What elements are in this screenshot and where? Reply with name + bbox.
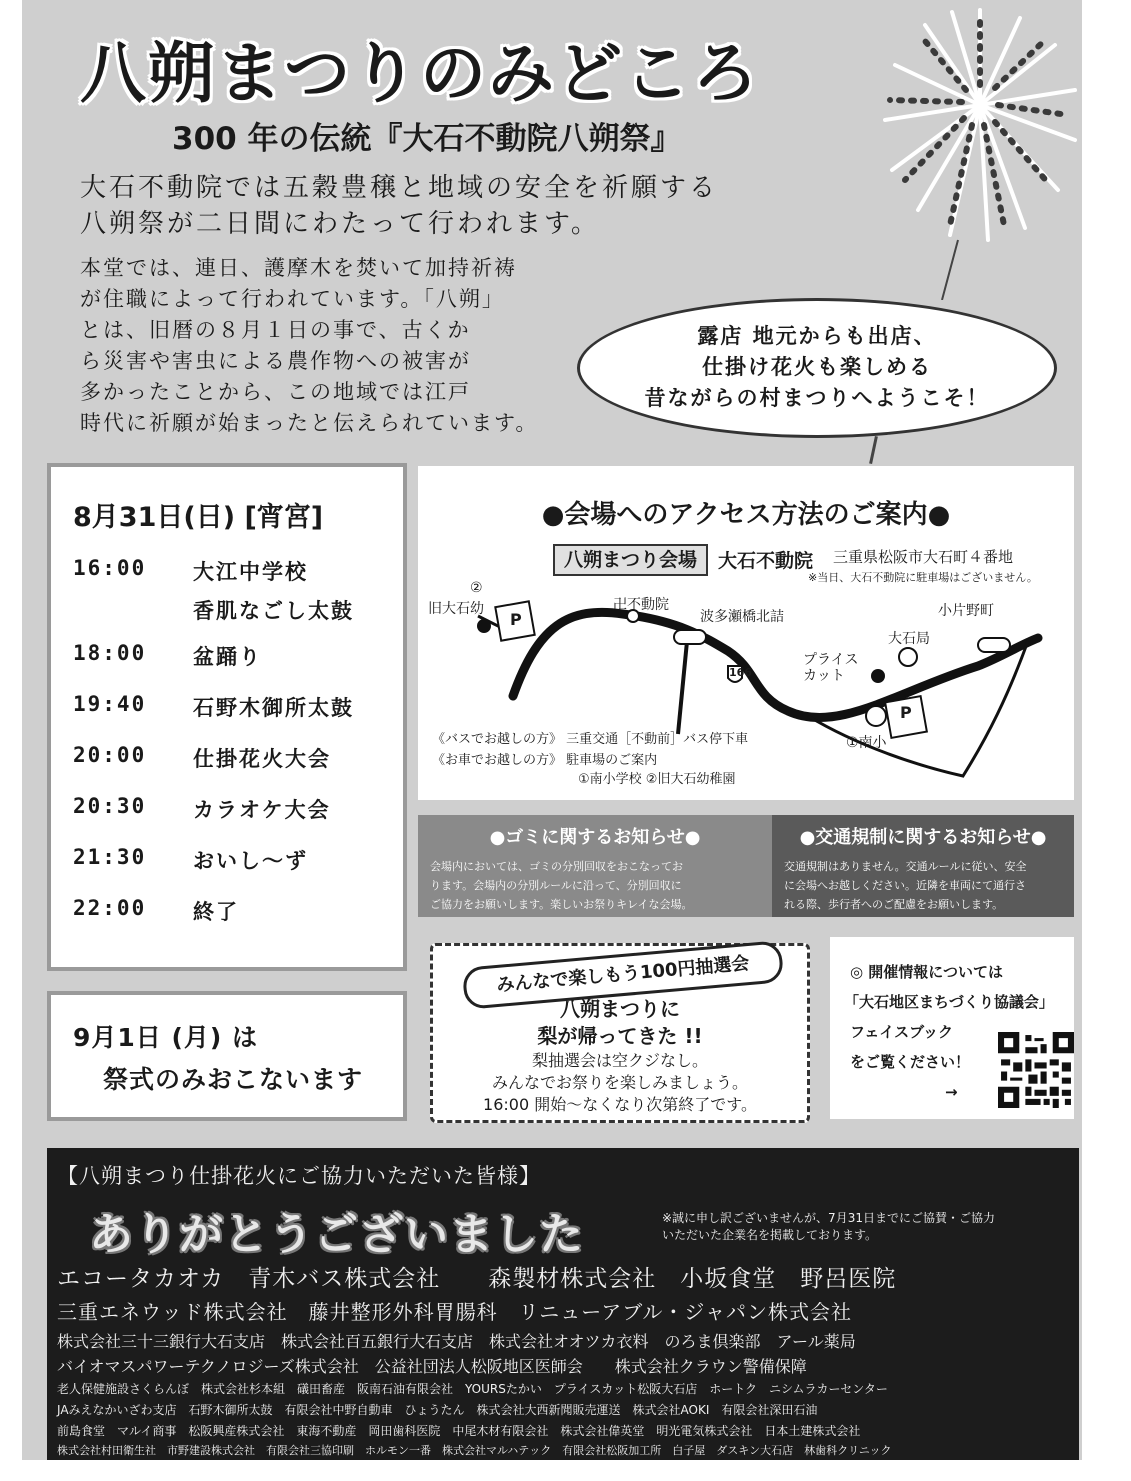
notice-line: 会場内においては、ゴミの分別回収をおこなってお [430, 860, 683, 873]
qr-code-icon[interactable] [998, 1032, 1074, 1108]
lottery-text [433, 996, 807, 1116]
schedule-time: 20:00 [73, 743, 147, 767]
history-line: 多かったことから、この地域では江戸 [80, 380, 471, 404]
lead-line: 八朔祭が二日間にわたって行われます。 [80, 209, 600, 239]
page-margin [1084, 0, 1131, 1481]
schedule-time: 22:00 [73, 896, 147, 920]
history-line: 時代に祈願が始まったと伝えられています。 [80, 411, 539, 435]
schedule-row [73, 641, 403, 671]
september-line: 9月1日 (月) は [73, 1023, 259, 1052]
bubble-line: 仕掛け花火も楽しめる [702, 355, 932, 379]
history-line: が住職によって行われています。「八朔」 [80, 287, 505, 311]
lottery-line: 八朔まつりに [560, 997, 680, 1021]
sponsor-line: 老人保健施設さくらんぼ 株式会社杉本組 礒田畜産 阪南石油有限会社 YOURSたかい プライスカット松阪大石店 ホートク ニシムラカーセンター [57, 1382, 888, 1396]
schedule-row [73, 556, 403, 625]
september-box [47, 991, 407, 1121]
sponsor-line: エコータカオカ 青木バス株式会社 森製材株式会社 小坂食堂 野呂医院 [57, 1266, 897, 1292]
store-marker [871, 669, 885, 683]
car-directions-detail: ①南小学校 ②旧大石幼稚園 [578, 772, 736, 787]
info-line: 「大石地区まちづくり協議会」 [844, 993, 1054, 1011]
bubble-line: 昔ながらの村まつりへようこそ！ [644, 386, 990, 410]
map-label: 166 [729, 666, 752, 679]
schedule-box [47, 463, 407, 971]
note-line: ※誠に申し訳ございませんが、7月31日までにご協賛・ご協力 [662, 1211, 995, 1225]
map-label: 卍不動院 [613, 597, 669, 613]
schedule-event: カラオケ大会 [193, 798, 331, 822]
september-line: 祭式のみおこないます [103, 1065, 364, 1094]
notice-line: に会場へお越しください。近隣を車両にて通行さ [784, 879, 1026, 892]
car-directions: 《お車でお越しの方》 駐車場のご案内 [432, 753, 658, 768]
info-box [830, 937, 1074, 1119]
sponsor-line: 株式会社三十三銀行大石支店 株式会社百五銀行大石支店 株式会社オオツカ衣料 のろま倶楽部 アール薬局 [57, 1332, 856, 1351]
speech-bubble [577, 298, 1057, 438]
firework-illustration [880, 0, 1080, 300]
notice-line: れる際、歩行者へのご配慮をお願いします。 [784, 898, 1004, 911]
schedule-date: 8月31日(日) [宵宮] [73, 502, 324, 533]
schedule-time: 19:40 [73, 692, 147, 716]
history-line: ら災害や害虫による農作物への被害が [80, 349, 471, 373]
map-label: ①南小 [846, 735, 887, 751]
info-line: フェイスブック [850, 1023, 954, 1041]
lottery-box [430, 943, 810, 1123]
map-label: ② [470, 580, 483, 596]
flyer-page [22, 0, 1082, 1460]
map-label: プライス カット [803, 652, 859, 684]
page-title: 八朔まつりのみどころ [80, 35, 760, 112]
main-road [513, 612, 1038, 717]
schedule-event [193, 556, 354, 625]
notice-line: ります。会場内の分別ルールに沿って、分別回収に [430, 879, 682, 892]
sponsor-line: 三重エネウッド株式会社 藤井整形外科胃腸科 リニューアブル・ジャパン株式会社 [57, 1300, 852, 1324]
venue-tag: 八朔まつり会場 [553, 544, 708, 576]
schedule-time: 18:00 [73, 641, 147, 665]
map-label: 大石局 [888, 631, 930, 647]
traffic-notice-title: ●交通規制に関するお知らせ● [799, 827, 1047, 848]
schedule-event-line: 大江中学校 [193, 560, 308, 584]
note-line: いただいた企業名を掲載しております。 [662, 1228, 878, 1242]
schedule-time: 21:30 [73, 845, 147, 869]
post-office-icon [899, 648, 917, 666]
lottery-line: 16:00 開始～なくなり次第終了です。 [483, 1095, 757, 1114]
sponsors-panel [47, 1148, 1079, 1460]
info-line: をご覧ください！ [850, 1053, 971, 1071]
schedule-time: 20:30 [73, 794, 147, 818]
thanks-banner: ありがとうございました [89, 1209, 584, 1260]
schedule-row [73, 896, 403, 926]
intersection-icon [674, 630, 706, 644]
kindergarten-marker [477, 619, 491, 633]
garbage-notice-title: ●ゴミに関するお知らせ● [489, 827, 701, 848]
school-icon [866, 706, 886, 726]
side-road [678, 631, 688, 734]
arrow-icon: → [945, 1083, 958, 1101]
lead-line: 大石不動院では五穀豊穣と地域の安全を祈願する [80, 173, 719, 203]
lead-text [80, 170, 718, 242]
history-line: 本堂では、連日、護摩木を焚いて加持祈祷 [80, 256, 517, 280]
page-subtitle: 300 年の伝統『大石不動院八朔祭』 [172, 121, 682, 157]
garbage-notice-body [418, 849, 772, 914]
history-text [80, 253, 538, 439]
schedule-event: 終了 [193, 900, 239, 924]
schedule-event-line: 香肌なごし太鼓 [193, 599, 354, 623]
schedule-row [73, 845, 403, 875]
schedule-row [73, 743, 403, 773]
map-label: P [510, 610, 522, 629]
info-line: ◎ 開催情報については [850, 963, 1004, 981]
bus-directions: 《バスでお越しの方》 三重交通［不動前］バス停下車 [432, 732, 749, 747]
bubble-stem [869, 436, 878, 464]
notice-line: ご協力をお願いします。楽しいお祭りキレイな会場。 [430, 898, 693, 911]
sponsors-heading: 【八朔まつり仕掛花火にご協力いただいた皆様】 [57, 1164, 541, 1188]
bubble-line: 露店 地元からも出店、 [697, 324, 937, 348]
parking-note: ※当日、大石不動院に駐車場はございません。 [808, 571, 1038, 584]
lottery-banner: みんなで楽しもう100円抽選会 [462, 940, 784, 1010]
lottery-line: 梨抽選会は空クジなし。 [531, 1051, 708, 1070]
map-label: 旧大石幼 [428, 601, 484, 617]
schedule-event: 石野木御所太鼓 [193, 696, 354, 720]
sponsor-line: 前島食堂 マルイ商事 松阪興産株式会社 東海不動産 岡田歯科医院 中尾木材有限会社 株式会社偉英堂 明光電気株式会社 日本土建株式会社 [57, 1424, 861, 1438]
sponsors-note [662, 1210, 995, 1244]
map-label: 波多瀬橋北詰 [700, 609, 784, 625]
schedule-event: 仕掛花火大会 [193, 747, 331, 771]
notice-line: 交通規制はありません。交通ルールに従い、安全 [784, 860, 1027, 873]
schedule-event: おいし～ず [193, 849, 308, 873]
lottery-line: 梨が帰ってきた !! [537, 1024, 703, 1048]
sponsor-line: JAみえなかいざわ支店 石野木御所太鼓 有限会社中野自動車 ひょうたん 株式会社大西新聞販売運送 株式会社AOKI 有限会社深田石油 [57, 1403, 818, 1417]
lottery-line: みんなでお祭りを楽しみましょう。 [491, 1073, 748, 1092]
intersection-icon [978, 638, 1010, 652]
venue-address: 三重県松阪市大石町４番地 [833, 548, 1014, 566]
access-map-panel [418, 466, 1074, 800]
map-label: 小片野町 [938, 603, 994, 619]
venue-name: 大石不動院 [718, 550, 814, 572]
map-label: P [900, 703, 912, 722]
schedule-time: 16:00 [73, 556, 147, 580]
history-line: とは、旧暦の８月１日の事で、古くか [80, 318, 471, 342]
schedule-row [73, 794, 403, 824]
access-title: ●会場へのアクセス方法のご案内● [541, 500, 951, 530]
garbage-notice [418, 815, 772, 917]
sponsor-line: 株式会社村田衛生社 市野建設株式会社 有限会社三協印刷 ホルモン一番 株式会社マルハテック 有限会社松阪加工所 白子屋 ダスキン大石店 林歯科クリニック [57, 1444, 892, 1457]
traffic-notice [772, 815, 1074, 917]
sponsor-line: バイオマスパワーテクノロジーズ株式会社 公益社団法人松阪地区医師会 株式会社クラウン警備保障 [57, 1357, 807, 1376]
traffic-notice-body [772, 849, 1074, 914]
schedule-event: 盆踊り [193, 645, 262, 669]
schedule-row [73, 692, 403, 722]
